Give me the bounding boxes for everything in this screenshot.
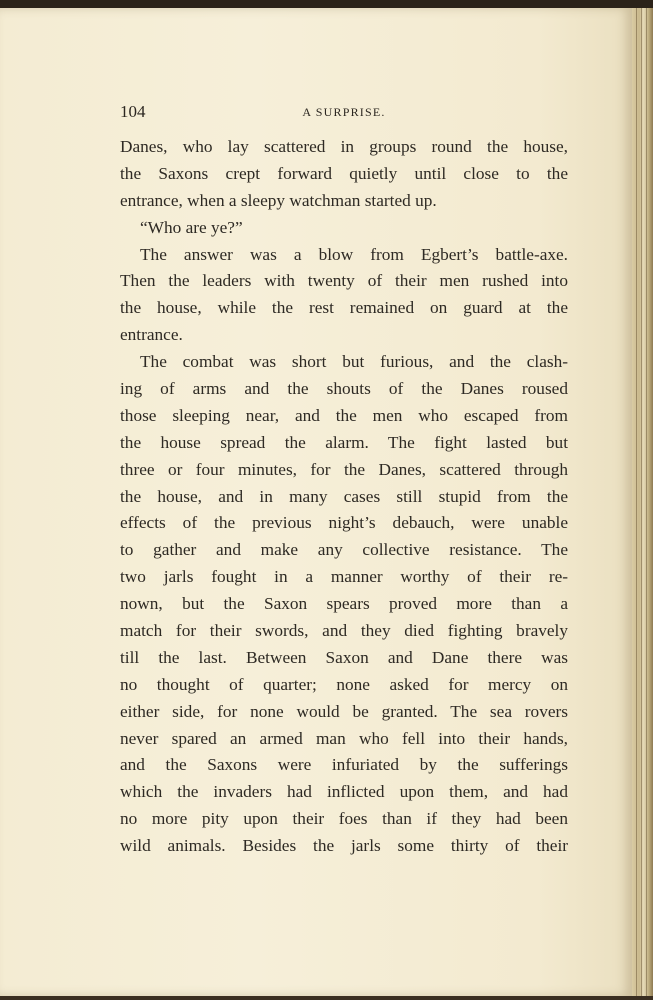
text-line: and the Saxons were infuriated by the sufferings (120, 755, 568, 775)
text-line: entrance, when a sleepy watchman started up. (120, 190, 437, 210)
text-line: ing of arms and the shouts of the Danes roused (120, 379, 568, 399)
text-line: which the invaders had inflicted upon them, and had (120, 782, 568, 802)
text-line: three or four minutes, for the Danes, scattered through (120, 459, 568, 479)
page-number: 104 (120, 102, 146, 121)
text-line: the Saxons crept forward quietly until close to the (120, 163, 568, 183)
text-line: effects of the previous night’s debauch, were unable (120, 513, 568, 533)
page-edge-line (641, 8, 642, 996)
text-line: wild animals. Besides the jarls some thirty of their (120, 836, 568, 856)
text-line: till the last. Between Saxon and Dane there was (120, 647, 568, 667)
page-header (120, 102, 568, 128)
text-line: nown, but the Saxon spears proved more than a (120, 594, 568, 614)
body-text (120, 134, 568, 860)
text-line: Danes, who lay scattered in groups round the house, (120, 137, 568, 156)
text-line: the house, while the rest remained on guard at the (120, 298, 568, 318)
text-line: match for their swords, and they died fighting bravely (120, 621, 568, 641)
text-line: no more pity upon their foes than if they had been (120, 809, 568, 829)
text-line: two jarls fought in a manner worthy of their re- (120, 567, 568, 587)
running-head: A SURPRISE. (302, 105, 386, 119)
scan-top-border (0, 0, 653, 8)
page-edge-line (646, 8, 647, 996)
page-edge-line (636, 8, 637, 996)
text-line: to gather and make any collective resistance. The (120, 540, 568, 560)
text-line: Then the leaders with twenty of their men rushed into (120, 271, 568, 291)
text-line: those sleeping near, and the men who escaped from (120, 405, 568, 425)
text-line: either side, for none would be granted. The sea rovers (120, 701, 568, 721)
text-line: The combat was short but furious, and the clash- (140, 352, 568, 372)
page-edges (632, 8, 653, 996)
text-line: the house, and in many cases still stupid from the (120, 486, 568, 506)
text-line: entrance. (120, 325, 183, 345)
text-line: no thought of quarter; none asked for mercy on (120, 674, 568, 694)
text-line: never spared an armed man who fell into their hands, (120, 728, 568, 748)
text-line: the house spread the alarm. The fight lasted but (120, 432, 568, 452)
scan-bottom-border (0, 996, 653, 1000)
text-line: “Who are ye?” (140, 217, 243, 237)
text-line: The answer was a blow from Egbert’s battle-axe. (140, 244, 568, 264)
